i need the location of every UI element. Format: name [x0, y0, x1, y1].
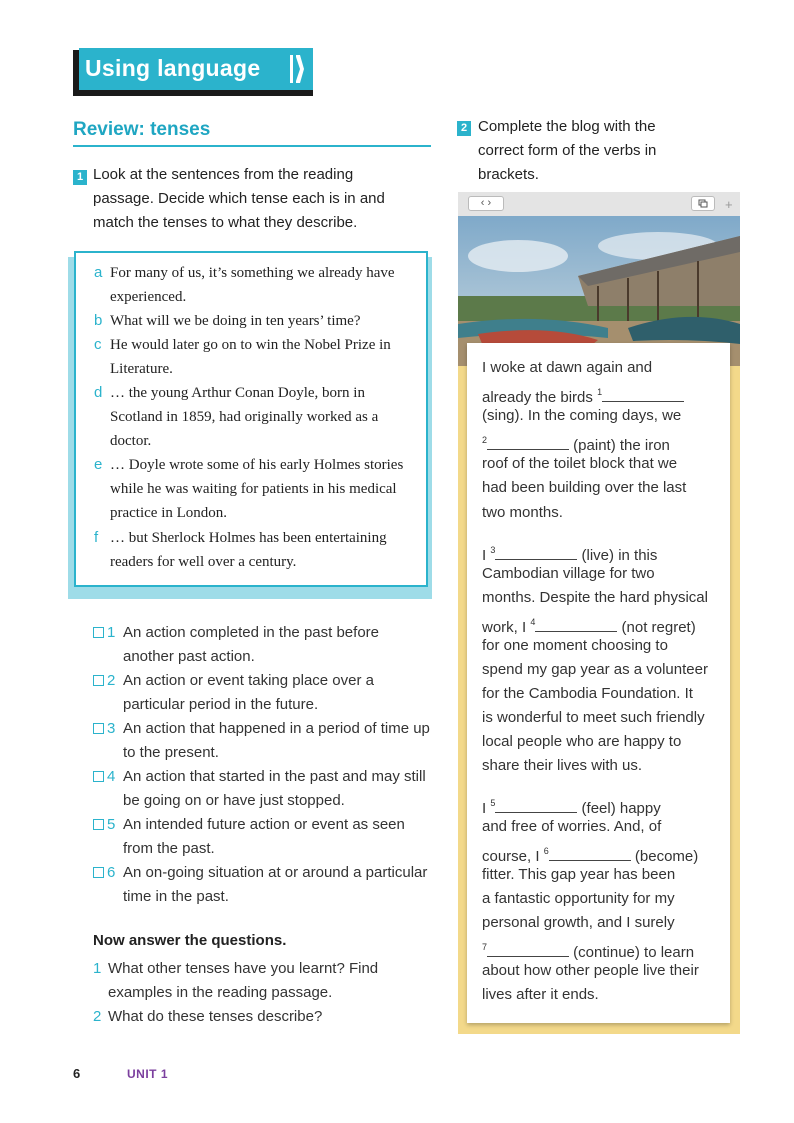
tense-text: An action that started in the past and may still be going on or have just stopped.	[123, 768, 426, 809]
blank-field[interactable]	[495, 796, 577, 813]
blank-field[interactable]	[549, 844, 631, 861]
blog-text: two months.	[482, 504, 563, 521]
instruction-line: match the tenses to what they describe.	[93, 214, 358, 231]
question-item	[93, 957, 423, 1005]
page-number: 6	[73, 1066, 81, 1081]
blog-text: I	[482, 800, 491, 817]
blog-line	[482, 863, 722, 887]
section-rule	[73, 145, 431, 147]
blog-line	[482, 887, 722, 911]
blank-number: 1	[597, 387, 603, 397]
blog-text: months. Despite the hard physical	[482, 589, 708, 606]
sentence-text: … the young Arthur Conan Doyle, born in Scotland in 1859, had originally worked as a doctor.	[110, 385, 379, 449]
blank-number: 5	[490, 798, 496, 808]
blank-field[interactable]	[487, 433, 569, 450]
blog-text: (sing). In the coming days, we	[482, 407, 682, 424]
sentence-text: He would later go on to win the Nobel Prize in Literature.	[110, 337, 391, 377]
blank-number: 7	[482, 942, 488, 952]
instruction-line: correct form of the verbs in	[478, 142, 657, 159]
tense-checkbox[interactable]	[93, 771, 104, 782]
blog-text: already the birds	[482, 389, 598, 406]
blog-text: personal growth, and I surely	[482, 914, 675, 931]
instruction-line: Complete the blog with the	[478, 118, 656, 135]
sentence-letter: e	[94, 456, 103, 473]
unit-label: UNIT 1	[127, 1067, 169, 1081]
tense-number: 4	[107, 768, 116, 785]
tense-item	[93, 717, 433, 765]
blog-text: Cambodian village for two	[482, 565, 655, 582]
blog-text: for the Cambodia Foundation. It	[482, 685, 693, 702]
window-icon	[692, 197, 714, 210]
section-title: Review: tenses	[73, 119, 211, 140]
blog-text: (continue) to learn	[569, 944, 695, 961]
sentence-item	[94, 261, 416, 309]
blog-text: (become)	[630, 848, 699, 865]
tense-checkbox[interactable]	[93, 723, 104, 734]
blog-line	[482, 452, 722, 476]
tense-item	[93, 813, 433, 861]
tense-number: 5	[107, 816, 116, 833]
sentence-letter: d	[94, 384, 103, 401]
sentence-letter: c	[94, 336, 102, 353]
tense-text: An intended future action or event as seen from the past.	[123, 816, 405, 857]
blog-text: spend my gap year as a volunteer	[482, 661, 708, 678]
question-text: What do these tenses describe?	[108, 1008, 323, 1025]
sentence-item	[94, 526, 416, 574]
question-number: 1	[93, 960, 102, 977]
blog-text: roof of the toilet block that we	[482, 455, 678, 472]
blog-text: (not regret)	[617, 619, 696, 636]
tense-text: An action completed in the past before another past action.	[123, 624, 379, 665]
blank-field[interactable]	[487, 940, 569, 957]
blank-number: 2	[482, 435, 488, 445]
blog-line	[482, 476, 722, 500]
blog-line	[482, 404, 722, 428]
tense-item	[93, 765, 433, 813]
tense-checkbox[interactable]	[93, 819, 104, 830]
back-forward-button[interactable]: ‹ ›	[468, 196, 504, 211]
instruction-line: Look at the sentences from the reading	[93, 166, 354, 183]
exercise-2-instruction	[478, 115, 708, 187]
blog-text: is wonderful to meet such friendly	[482, 709, 705, 726]
blog-text: a fantastic opportunity for my	[482, 890, 675, 907]
tense-text: An action that happened in a period of time up to the present.	[123, 720, 430, 761]
sentence-text: For many of us, it’s something we already have experienced.	[110, 265, 395, 305]
blank-number: 6	[543, 846, 549, 856]
exercise-1-number: 1	[73, 170, 87, 185]
blog-text: I	[482, 547, 491, 564]
blog-text: lives after it ends.	[482, 986, 599, 1003]
blog-text: course, I	[482, 848, 544, 865]
blog-line	[482, 754, 722, 778]
tense-checkbox[interactable]	[93, 627, 104, 638]
blog-text: local people who are happy to	[482, 733, 682, 750]
sentence-item	[94, 381, 416, 453]
blog-text: had been building over the last	[482, 479, 687, 496]
tense-item	[93, 621, 433, 669]
tense-checkbox[interactable]	[93, 867, 104, 878]
blog-text: (live) in this	[577, 547, 658, 564]
exercise-2-number: 2	[457, 121, 471, 136]
header-notch-icon	[290, 55, 304, 83]
sentence-item	[94, 333, 416, 381]
blog-line	[482, 634, 722, 658]
blog-text: share their lives with us.	[482, 757, 643, 774]
blog-line	[482, 501, 722, 525]
blank-number: 3	[490, 545, 496, 555]
instruction-line: brackets.	[478, 166, 539, 183]
sentence-item	[94, 453, 416, 525]
tense-number: 1	[107, 624, 116, 641]
tense-number: 3	[107, 720, 116, 737]
blog-line	[482, 911, 722, 935]
header-title: Using language	[85, 55, 261, 81]
instruction-line: passage. Decide which tense each is in and	[93, 190, 385, 207]
blog-line	[482, 730, 722, 754]
blog-text: and free of worries. And, of	[482, 818, 662, 835]
blog-text: for one moment choosing to	[482, 637, 668, 654]
blog-line	[482, 706, 722, 730]
blog-text: I woke at dawn again and	[482, 359, 653, 376]
sentence-text: … Doyle wrote some of his early Holmes stories while he was waiting for patients in his medical practice in London.	[110, 457, 404, 521]
tense-item	[93, 669, 433, 717]
tense-number: 6	[107, 864, 116, 881]
sentence-letter: a	[94, 264, 103, 281]
tense-number: 2	[107, 672, 116, 689]
blank-number: 4	[530, 617, 536, 627]
sentence-letter: b	[94, 312, 103, 329]
blog-line	[482, 562, 722, 586]
sentence-item	[94, 309, 416, 333]
blog-line	[482, 658, 722, 682]
blog-line	[482, 959, 722, 983]
blog-line	[482, 983, 722, 1007]
question-number: 2	[93, 1008, 102, 1025]
questions-title: Now answer the questions.	[93, 932, 287, 949]
sentence-letter: f	[94, 529, 99, 546]
question-text: What other tenses have you learnt? Find examples in the reading passage.	[108, 960, 379, 1001]
window-button[interactable]	[691, 196, 715, 211]
tense-text: An on-going situation at or around a particular time in the past.	[123, 864, 428, 905]
quote-box	[74, 251, 428, 587]
new-tab-button[interactable]: +	[725, 197, 733, 212]
blank-field[interactable]	[535, 615, 617, 632]
tense-checkbox[interactable]	[93, 675, 104, 686]
exercise-1-instruction	[93, 163, 428, 235]
blog-text: (paint) the iron	[569, 437, 670, 454]
blank-field[interactable]	[602, 385, 684, 402]
blog-line	[482, 586, 722, 610]
blank-field[interactable]	[495, 543, 577, 560]
blog-text: fitter. This gap year has been	[482, 866, 676, 883]
blog-text: (feel) happy	[577, 800, 661, 817]
tense-item	[93, 861, 433, 909]
blog-line	[482, 682, 722, 706]
sentence-text: What will we be doing in ten years’ time?	[110, 313, 361, 329]
blog-text: about how other people live their	[482, 962, 699, 979]
blog-line	[482, 815, 722, 839]
tense-text: An action or event taking place over a particular period in the future.	[123, 672, 374, 713]
question-item	[93, 1005, 423, 1029]
sentence-text: … but Sherlock Holmes has been entertaining readers for well over a century.	[110, 530, 387, 570]
blog-line	[482, 356, 722, 380]
blog-text: work, I	[482, 619, 531, 636]
